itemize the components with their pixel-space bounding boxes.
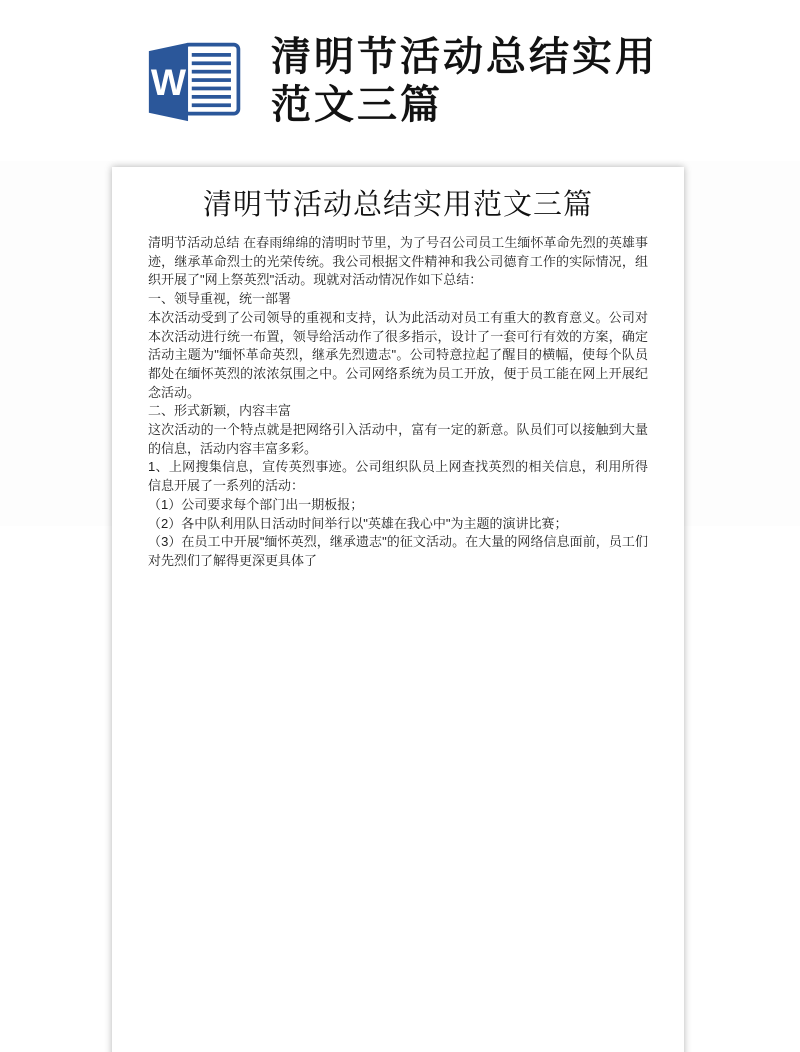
document-paragraph-intro: 清明节活动总结 在春雨绵绵的清明时节里，为了号召公司员工生缅怀革命先烈的英雄事迹，继承革命烈士的光荣传统。我公司根据文件精神和我公司德育工作的实际情况，组织开展了"网上祭英烈"活动。现就对活动情况作如下总结： — [148, 235, 648, 288]
word-icon-letter: W — [150, 60, 187, 103]
header — [0, 0, 800, 161]
document-paragraph-point-1: 1、上网搜集信息，宣传英烈事迹。公司组织队员上网查找英烈的相关信息，利用所得信息开展了一系列的活动： — [148, 459, 648, 494]
document-page — [112, 167, 684, 1052]
document-list-item-2: （2）各中队利用队日活动时间举行以"英雄在我心中"为主题的演讲比赛； — [148, 515, 568, 531]
document-body — [148, 234, 648, 571]
page-title-line2: 范文三篇 — [271, 82, 443, 127]
word-file-icon-svg — [147, 39, 244, 123]
document-preview-area — [0, 161, 800, 568]
page-title — [271, 33, 658, 129]
document-heading-section-2: 二、形式新颖，内容丰富 — [148, 403, 292, 419]
document-list-item-1: （1）公司要求每个部门出一期板报； — [148, 496, 364, 512]
page-title-line1: 清明节活动总结实用 — [271, 34, 658, 79]
document-list-item-3: （3）在员工中开展"缅怀英烈，继承遗志"的征文活动。在大量的网络信息面前，员工们对先烈们了解得更深更具体了 — [148, 534, 648, 568]
document-paragraph-section-1: 本次活动受到了公司领导的重视和支持，认为此活动对员工有重大的教育意义。公司对本次活动进行统一布置，领导给活动作了很多指示，设计了一套可行有效的方案，确定活动主题为"缅怀革命英烈，继承先烈遗志"。公司特意拉起了醒目的横幅，使每个队员都处在缅怀英烈的浓浓氛围之中。公司网络系统为员工开放，便于员工能在网上开展纪念活动。 — [148, 309, 648, 400]
document-title: 清明节活动总结实用范文三篇 — [202, 189, 593, 221]
word-file-icon — [147, 39, 244, 123]
document-paragraph-section-2: 这次活动的一个特点就是把网络引入活动中，富有一定的新意。队员们可以接触到大量的信息，活动内容丰富多彩。 — [148, 422, 648, 456]
document-heading-section-1: 一、领导重视，统一部署 — [148, 291, 292, 307]
